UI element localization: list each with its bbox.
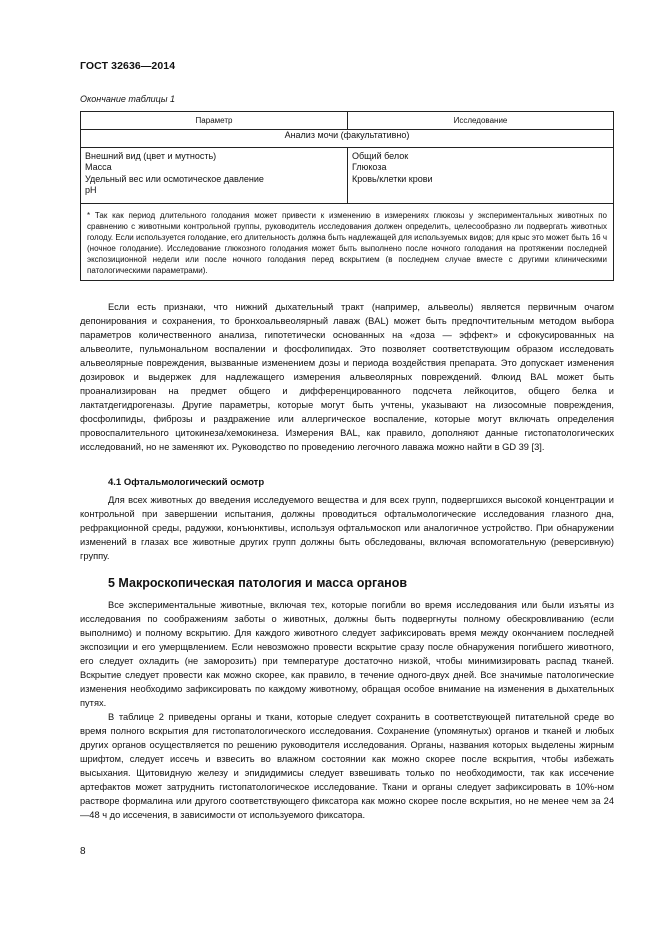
parameter-list-cell bbox=[81, 148, 348, 204]
paragraph-ophthalmology bbox=[80, 493, 614, 563]
list-item: Масса bbox=[85, 162, 112, 173]
list-item: Глюкоза bbox=[352, 162, 387, 173]
parameters-table bbox=[80, 111, 614, 281]
paragraph-pathology bbox=[80, 598, 614, 822]
table-span-row: Анализ мочи (факультативно) bbox=[81, 130, 614, 148]
table-footnote: * Так как период длительного голодания может привести к изменению в измерениях глюкозы у экспериментальных животных по сравнению с животными контрольной группы, руководитель исследования должен определить, целесообразно ли подвергать животных голоду. Если используется голодание, его длительность должна быть надлежащей для используемых видов; для крыс это может быть 16 ч (ночное голодание). Исследование глюкозного голодания может быть выполнено после ночного голодания на протяжении последней экспозиционной недели или после ночного голодания перед вскрытием (в последнем случае вместе с другими клиническими патологическими параметрами). bbox=[81, 203, 614, 280]
paragraph-bal bbox=[80, 300, 614, 454]
list-item: Внешний вид (цвет и мутность) bbox=[85, 151, 217, 161]
document-code: ГОСТ 32636—2014 bbox=[80, 60, 176, 72]
paragraph-text: Если есть признаки, что нижний дыхательный тракт (например, альвеолы) является первичным очагом депонирования и сохранения, то бронхоальвеолярный лаваж (BAL) может быть предпочтительным методом выбора параметров количественного анализа, гипотетически основанных на «доза — эффект» и сфокусированных на альвеолите, пульмональном воспалении и фосфолипидах. Это позволяет соответствующим образом исследовать альвеолярные повреждения, вызванные изменением дозы и периода воздействия препарата. Это допускает изменения дозировок и выдержек для надлежащего измерения альвеолярных повреждений. Флюид BAL может быть проанализирован на предмет общего и дифференцированного подсчета лейкоцитов, общего белка и лактатдегидрогеназы. Другие параметры, которые могут быть учтены, указывают на лизосомные повреждения, фосфолипиды, фиброзы и раздражение или аллергическое воспаление, которые могут включать определения провоспалительного цитокинеза/хемокинеза. Измерения BAL, как правило, дополняют данные гистопатологических исследований, но не заменяют их. Руководство по проведению легочного лаважа можно найти в GD 39 [3]. bbox=[80, 302, 614, 452]
column-header-parameter: Параметр bbox=[81, 112, 348, 130]
list-item: pH bbox=[85, 185, 97, 196]
study-list-cell bbox=[348, 148, 614, 204]
list-item: Удельный вес или осмотическое давление bbox=[85, 173, 264, 184]
paragraph-text: В таблице 2 приведены органы и ткани, которые следует сохранить в соответствующей питательной среде во время полного вскрытия для гистопатологического исследования. Сохранение (упомянутых) органов и тканей и любых других органов осуществляется по решению руководителя исследования. Органы, названия которых выделены жирным шрифтом, следует иссечь и взвесить во влажном состоянии как можно скорее после вскрытия, чтобы избежать высыхания. Щитовидную железу и эпидидимисы следует взвешивать только по необходимости, так как иссечение артефактов может затруднить гистопатологическое исследование. Ткани и органы следует зафиксировать в 10%-ном растворе формалина или другого соответствующего фиксатора как можно скорее после вскрытия, но не менее чем за 24—48 ч до иссечения, в зависимости от используемого фиксатора. bbox=[80, 712, 614, 820]
list-item: Кровь/клетки крови bbox=[352, 173, 433, 184]
paragraph-text: Все экспериментальные животные, включая тех, которые погибли во время исследования или были изъяты из исследования по соображениям заботы о животных, должны быть подвергнуты полному обескровливанию (если выполнимо) и полному вскрытию. Для каждого животного следует зафиксировать время между окончанием последней экспозиции и его умерщвлением. Если невозможно провести вскрытие сразу после обнаружения погибшего животного, его следует охладить (не заморозить) при температуре достаточно низкой, чтобы минимизировать распад тканей. Вскрытие следует провести как можно скорее, как правило, в течение одного-двух дней. Все значимые патологические изменения необходимо зафиксировать по каждому животному, обращая особое внимание на изменения в дыхательных путях. bbox=[80, 600, 614, 708]
table-caption: Окончание таблицы 1 bbox=[80, 94, 175, 104]
column-header-study: Исследование bbox=[348, 112, 614, 130]
subsection-heading: 4.1 Офтальмологический осмотр bbox=[108, 477, 265, 488]
section-heading: 5 Макроскопическая патология и масса органов bbox=[108, 576, 408, 590]
paragraph-text: Для всех животных до введения исследуемого вещества и для всех групп, подвергшихся высокой концентрации и контрольной при завершении испытания, должны проводиться офтальмологические исследования глазного дна, рефракционной среды, радужки, конъюнктивы, используя офтальмоскоп или аналогичное устройство. При обнаружении изменений в глазах все животные других групп должны быть обследованы, включая вспомогательную (реверсивную) группу. bbox=[80, 495, 614, 561]
page-number: 8 bbox=[80, 846, 86, 857]
list-item: Общий белок bbox=[352, 151, 409, 161]
